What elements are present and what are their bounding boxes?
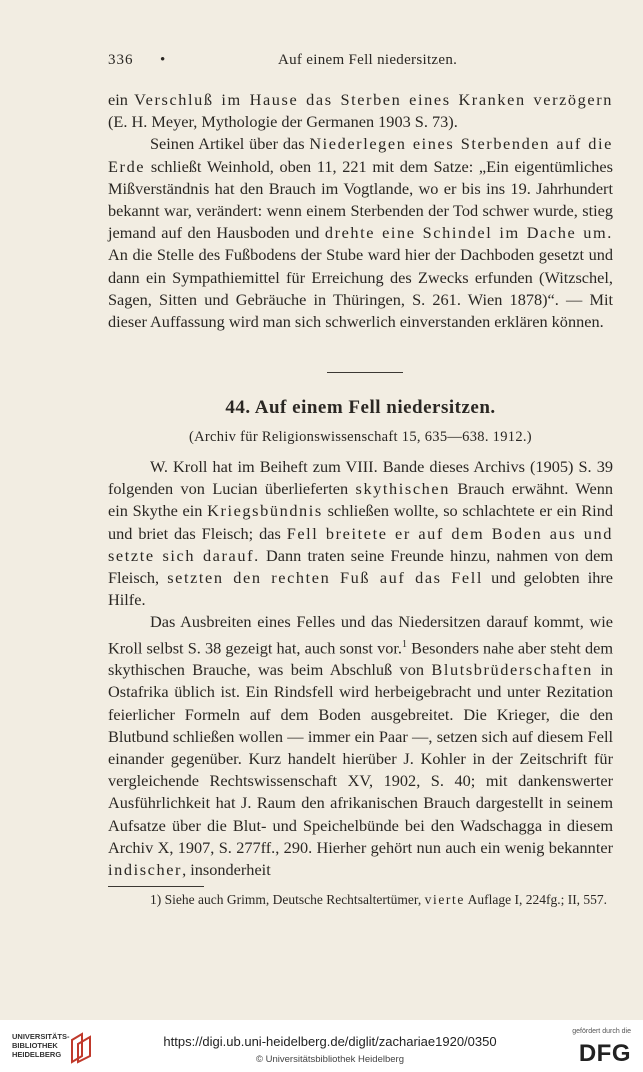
permalink[interactable]: https://digi.ub.uni-heidelberg.de/diglit/zachariae1920/0350 [163,1034,497,1049]
running-head [108,52,613,76]
continued-text [108,89,613,333]
footnote-rule [108,886,204,887]
funding-note: gefördert durch die [572,1028,631,1035]
head-dot: • [160,52,166,68]
page-number: 336 [108,52,134,68]
library-mark-icon [68,1032,98,1064]
footnote: 1) Siehe auch Grimm, Deutsche Rechtsaltertümer, vierte Auflage I, 224fg.; II, 557. [150,892,608,907]
footnote-marker[interactable]: 1 [401,638,407,650]
section-heading: 44. Auf einem Fell niedersitzen. [225,397,496,418]
section-source: (Archiv für Religionswissenschaft 15, 635—638. 1912.) [189,429,532,445]
paragraph: Das Ausbreiten eines Felles und das Niedersitzen darauf kommt, wie Kroll selbst S. 38 gezeigt hat, auch sonst vor.$^1$ Besonders nahe aber steht dem skythischen Brauche, was beim Abschluß von Blutsbrüderschaften in Ostafrika üblich ist. Ein Rindsfell wird herbeigebracht und unter Rezitation feierlicher Formeln auf dem Boden ausgebreitet. Die Krieger, die den Blutbund schließen wollen — immer ein Paar —, setzen sich auf diesem Fell einander gegenüber. Kurz handelt hierüber J. Kohler in der Zeitschrift für vergleichende Rechtswissenschaft XV, 1902, S. 40; mit dankenswerter Ausführlichkeit hat J. Raum den afrikanischen Brauch dargestellt in seinem Aufsatze über die Blut- und Speichelbünde bei den Wadschagga in diesem Archiv X, 1907, S. 277ff., 290. Hierher gehört nun auch ein wenig bekannter indischer, insonderheit [108,612,613,880]
section-text [108,456,613,881]
paragraph: ein Verschluß im Hause das Sterben eines Kranken verzögern (E. H. Meyer, Mythologie der Germanen 1903 S. 73). [108,90,613,132]
viewer-footer [0,1020,643,1072]
dfg-wordmark: DFG [578,1040,631,1067]
library-name: UNIVERSITÄTS- BIBLIOTHEK HEIDELBERG [12,1032,70,1059]
running-head-title: Auf einem Fell niedersitzen. [278,52,458,68]
copyright-notice: © Universitätsbibliothek Heidelberg [256,1054,404,1065]
library-logo[interactable] [12,1032,122,1064]
paragraph: Seinen Artikel über das Niederlegen eines Sterbenden auf die Erde schließt Weinhold, oben 11, 221 mit dem Satze: „Ein eigentümliches Mißverständnis hat den Brauch im Vogtlande, wo er bis ins 19. Jahrhundert bekannt war, verändert: wenn einem Sterbenden der Tod schwer wurde, stieg jemand auf den Hausboden und drehte eine Schindel im Dache um. An die Stelle des Fußbodens der Stube ward hier der Dachboden gesetzt und dann ein Sympathiemittel für Erreichung des Zwecks erfunden (Witzschel, Sagen, Sitten und Gebräuche in Thüringen, S. 261. Wien 1878)“. — Mit dieser Auffassung wird man sich schwerlich einverstanden erklären können. [108,134,613,332]
section-separator [327,372,403,373]
dfg-logo[interactable] [567,1028,631,1068]
paragraph: W. Kroll hat im Beiheft zum VIII. Bande dieses Archivs (1905) S. 39 folgenden von Lucian überlieferten skythischen Brauch erwähnt. Wenn ein Skythe ein Kriegsbündnis schließen wollte, so schlachtete er ein Rind und briet das Fleisch; das Fell breitete er auf dem Boden aus und setzte sich darauf. Dann traten seine Freunde hinzu, nahmen von dem Fleisch, setzten den rechten Fuß auf das Fell und gelobten ihre Hilfe. [108,457,614,610]
